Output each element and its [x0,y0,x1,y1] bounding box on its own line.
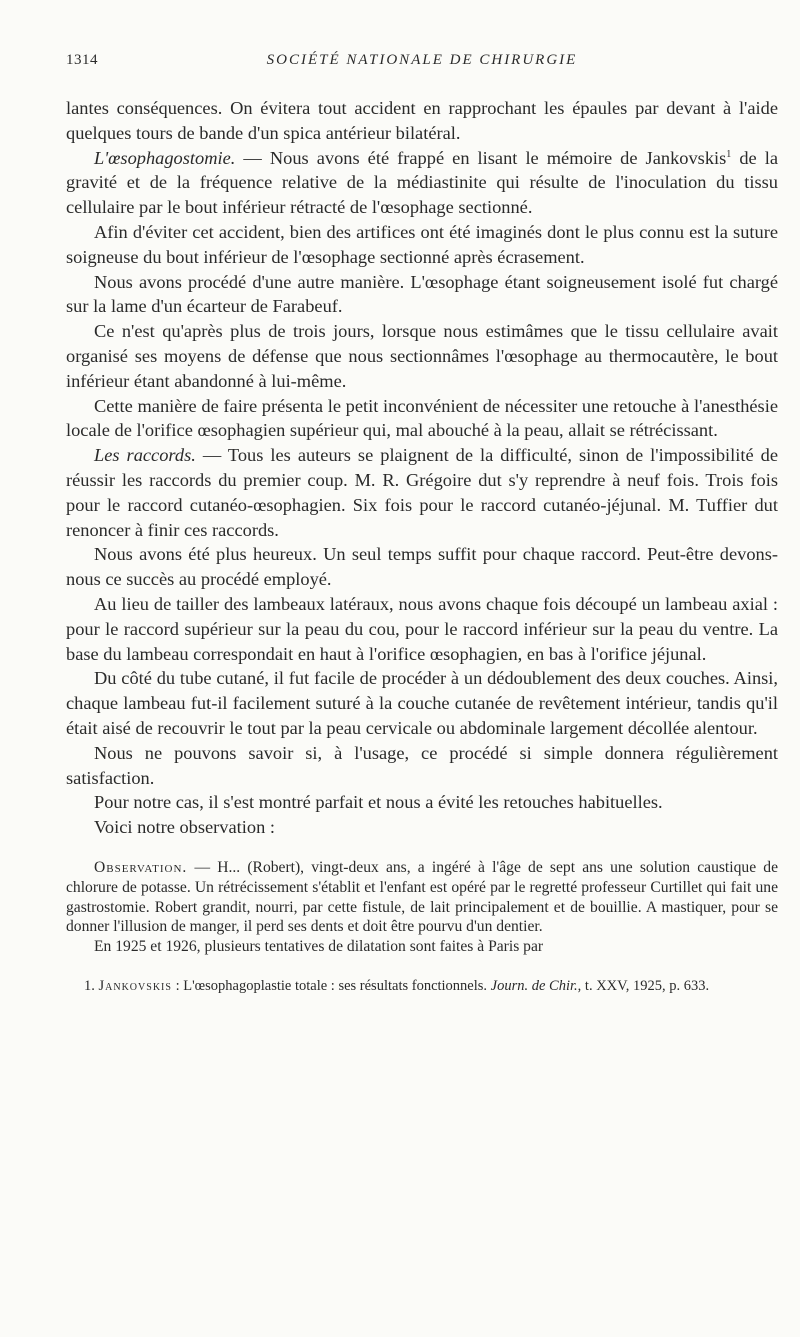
section-title: Les raccords. [94,445,196,466]
observation-paragraph [66,858,778,937]
paragraph: Au lieu de tailler des lambeaux latéraux, nous avons chaque fois découpé un lambeau axial : pour le raccord supérieur sur la peau du cou, pour le raccord inférieur sur la peau du ventre. La base du lambeau correspondait en haut à l'orifice œsophagien, en bas à l'orifice jéjunal. [66,593,778,664]
paragraph-text: — Tous les auteurs se plaignent de la difficulté, sinon de l'impossibilité de réussir les raccords du premier coup. M. R. Grégoire dut s'y reprendre à neuf fois. Trois fois pour le raccord cutanéo-œsophagien. Six fois pour le raccord cutanéo-jéjunal. M. Tuffier dut renoncer à finir ces raccords. [66,445,778,540]
footnote-ref-text: , t. XXV, 1925, p. 633. [577,977,710,994]
paragraph: Nous ne pouvons savoir si, à l'usage, ce procédé si simple donnera régulièrement satisfaction. [66,742,778,788]
observation-text: — H... (Robert), vingt-deux ans, a ingéré à l'âge de sept ans une solution caustique de chlorure de potasse. Un rétrécissement s'établit et l'enfant est opéré par le regretté professeur Curtillet qui fait une gastrostomie. Robert grandit, nourri, par cette fistule, de lait principalement et de bouillie. A mastiquer, pour se donner l'illusion de manger, il perd ses dents et doit être pourvu d'un dentier. [66,858,778,936]
paragraph-text: — Nous avons été frappé en lisant le mémoire de Jankovskis [235,147,727,168]
footnote-author: Jankovskis [98,977,172,994]
observation-paragraph: En 1925 et 1926, plusieurs tentatives de dilatation sont faites à Paris par [94,938,544,956]
paragraph: Afin d'éviter cet accident, bien des artifices ont été imaginés dont le plus connu est la suture soigneuse du bout inférieur de l'œsophage sectionné après écrasement. [66,221,778,267]
footnote-number: 1. [84,977,99,994]
paragraph: Voici notre observation : [94,817,275,838]
footnote-ref: 1 [726,148,732,160]
footnote-journal: Journ. de Chir. [490,977,578,994]
footnote-text: : L'œsophagoplastie totale : ses résultats fonctionnels. [171,977,491,994]
paragraph-oesophagostomie [66,146,778,220]
observation-label: Observation. [94,858,188,876]
paragraph-raccords [66,443,778,542]
paragraph: Nous avons procédé d'une autre manière. L'œsophage étant soigneusement isolé fut chargé sur la lame d'un écarteur de Farabeuf. [66,271,778,317]
page-header [66,52,778,74]
paragraph: lantes conséquences. On évitera tout accident en rapprochant les épaules par devant à l'aide quelques tours de bande d'un spica antérieur bilatéral. [66,98,778,143]
paragraph: Pour notre cas, il s'est montré parfait et nous a évité les retouches habituelles. [94,792,663,813]
page-number: 1314 [66,52,98,68]
paragraph: Du côté du tube cutané, il fut facile de procéder à un dédoublement des deux couches. Ainsi, chaque lambeau fut-il facilement suturé à la couche cutanée de revêtement intérieur, tandis qu'il était aisé de recouvrir le tout par la peau cervicale ou abdominale largement décollée alentour. [66,668,778,738]
paragraph: Ce n'est qu'après plus de trois jours, lorsque nous estimâmes que le tissu cellulaire avait organisé ses moyens de défense que nous sectionnâmes l'œsophage au thermocautère, le bout inférieur étant abandonné à lui-même. [66,321,778,391]
running-title: SOCIÉTÉ NATIONALE DE CHIRURGIE [266,52,578,68]
footnote [66,977,778,996]
body-text [66,96,778,840]
paragraph: Nous avons été plus heureux. Un seul temps suffit pour chaque raccord. Peut-être devons-nous ce succès au procédé employé. [66,544,778,590]
observation [66,858,778,957]
paragraph-text: de la gravité et de la fréquence relative de la médiastinite qui résulte de l'inoculation du tissu cellulaire par le bout inférieur rétracté de l'œsophage sectionné. [66,147,778,218]
paragraph: Cette manière de faire présenta le petit inconvénient de nécessiter une retouche à l'anesthésie locale de l'orifice œsophagien supérieur qui, mal abouché à la peau, allait se rétrécissant. [66,395,778,441]
section-title: L'œsophagostomie. [94,147,236,168]
page [66,52,778,995]
